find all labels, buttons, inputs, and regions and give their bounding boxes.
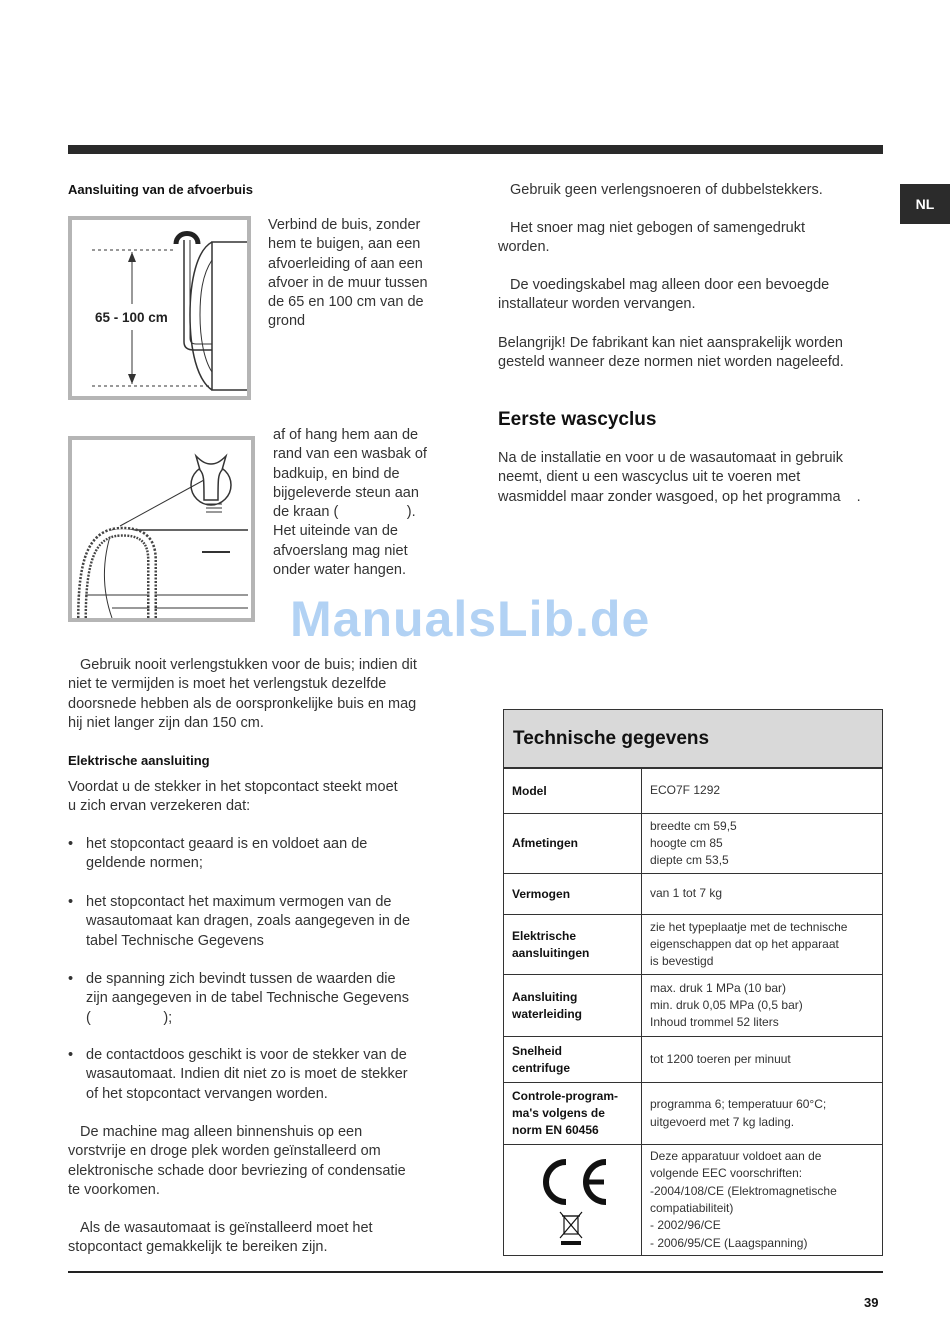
text-line: van 1 tot 7 kg <box>650 886 723 901</box>
text-line: tabel Technische Gegevens <box>86 932 264 949</box>
spec-row <box>504 874 882 915</box>
spec-value <box>642 1037 882 1082</box>
text-line: afvoerslang mag niet <box>273 542 408 559</box>
spec-label <box>504 874 642 914</box>
text-line: Na de installatie en voor u de wasautomaat in gebruik <box>498 450 843 466</box>
text-line: wasautomaat. Indien dit niet zo is moet de stekker <box>86 1066 408 1083</box>
text-line: gesteld wanneer deze normen niet worden nageleefd. <box>498 354 844 371</box>
text-line: ( ); <box>86 1009 173 1026</box>
text-line: ma's volgens de <box>512 1106 605 1120</box>
text-line: rand van een wasbak of <box>273 446 427 463</box>
text-line: compatiabiliteit) <box>650 1201 734 1215</box>
text-line: uitgevoerd met 7 kg lading. <box>650 1114 795 1129</box>
spec-row <box>504 1083 882 1145</box>
bullet-text <box>86 1046 456 1104</box>
text-line: neemt, dient u een wascyclus uit te voeren met <box>498 469 801 486</box>
spec-label <box>504 1083 642 1144</box>
text-line: wasautomaat kan dragen, zoals aangegeven in de <box>86 913 411 930</box>
spec-label <box>504 1145 642 1255</box>
text-line: eigenschappen dat op het apparaat <box>650 936 839 951</box>
text-line: Het snoer mag niet gebogen of samengedrukt <box>510 220 806 236</box>
height-range-label: 65 - 100 cm <box>95 310 168 325</box>
text-line: tot 1200 toeren per minuut <box>650 1051 791 1066</box>
first-cycle-heading: Eerste wascyclus <box>498 409 657 430</box>
text-line: de 65 en 100 cm van de <box>268 294 424 311</box>
spec-row <box>504 814 882 874</box>
text-line: af of hang hem aan de <box>273 427 419 443</box>
bullet-dot: • <box>68 971 74 987</box>
spec-label <box>504 915 642 974</box>
drain-wall-text <box>268 216 458 332</box>
text-line: - 2006/95/CE (Laagspanning) <box>650 1235 808 1250</box>
spec-value <box>642 874 882 914</box>
bullet-text <box>86 893 456 951</box>
text-line: afvoerleiding of aan een <box>268 255 423 272</box>
text-line: stopcontact gemakkelijk te bereiken zijn. <box>68 1239 328 1256</box>
text-line: zie het typeplaatje met de technische <box>650 919 848 934</box>
text-line: diepte cm 53,5 <box>650 853 729 868</box>
text-line: Gebruik nooit verlengstukken voor de buis; indien dit <box>80 657 417 673</box>
text-line: Deze apparatuur voldoet aan de <box>650 1149 822 1164</box>
text-line: de kraan ( ). <box>273 504 416 521</box>
electrical-heading: Elektrische aansluiting <box>68 753 210 768</box>
bullet-dot: • <box>68 836 74 852</box>
text-line: breedte cm 59,5 <box>650 818 737 833</box>
spec-label <box>504 1037 642 1082</box>
text-line: vorstvrije en droge plek worden geïnstalleerd om <box>68 1143 381 1160</box>
spec-table-title: Technische gegevens <box>504 710 882 769</box>
text-line: doorsnede hebben als de oorspronkelijke buis en mag <box>68 695 417 712</box>
weee-bin-icon <box>560 1212 582 1245</box>
text-line: Belangrijk! De fabrikant kan niet aansprakelijk worden <box>498 335 843 351</box>
spec-label <box>504 975 642 1036</box>
spec-value <box>642 814 882 873</box>
text-line: elektronische schade door bevriezing of condensatie <box>68 1162 406 1179</box>
text-line: Inhoud trommel 52 liters <box>650 1015 779 1030</box>
text-line: Afmetingen <box>512 836 578 850</box>
bullet-text <box>86 970 456 1028</box>
text-line: wasmiddel maar zonder wasgoed, op het programma . <box>498 488 861 505</box>
drain-sink-text <box>273 426 463 580</box>
page-number: 39 <box>864 1295 879 1310</box>
text-line: - 2002/96/CE <box>650 1218 721 1233</box>
figure-drain-sink <box>68 436 255 622</box>
drain-wall-illustration <box>72 220 247 396</box>
text-line: geldende normen; <box>86 855 203 872</box>
spec-table <box>503 709 883 1256</box>
ce-mark-icon <box>528 1150 618 1250</box>
cord-bending-note <box>498 219 888 258</box>
watermark: ManualsLib.de <box>290 591 651 647</box>
text-line: Voordat u de stekker in het stopcontact steekt moet <box>68 779 398 795</box>
spec-value <box>642 1083 882 1144</box>
cable-replacement-note <box>498 276 888 315</box>
text-line: De voedingskabel mag alleen door een bevoegde <box>510 277 830 293</box>
text-line: Als de wasautomaat is geïnstalleerd moet het <box>80 1220 373 1236</box>
drain-extension-note <box>68 656 458 733</box>
bullet-dot: • <box>68 1047 74 1063</box>
spec-value <box>642 975 882 1036</box>
language-tab: NL <box>900 184 950 224</box>
spec-label <box>504 814 642 873</box>
text-line: u zich ervan verzekeren dat: <box>68 798 251 815</box>
spec-row <box>504 769 882 814</box>
bullet-dot: • <box>68 894 74 910</box>
text-line: zijn aangegeven in de tabel Technische Gegevens <box>86 990 409 1007</box>
text-line: of het stopcontact vervangen worden. <box>86 1085 328 1102</box>
text-line: hij niet langer zijn dan 150 cm. <box>68 714 264 731</box>
text-line: max. druk 1 MPa (10 bar) <box>650 980 787 995</box>
text-line: centrifuge <box>512 1060 571 1075</box>
text-line: Verbind de buis, zonder <box>268 217 421 233</box>
text-line: waterleiding <box>512 1006 583 1021</box>
text-line: Model <box>512 783 547 798</box>
no-extension-cords-note <box>498 181 888 200</box>
spec-row <box>504 1145 882 1255</box>
text-line: grond <box>268 313 306 330</box>
text-line: hoogte cm 85 <box>650 835 723 850</box>
text-line: Vermogen <box>512 886 571 901</box>
liability-note <box>498 334 888 373</box>
text-line: Aansluiting <box>512 989 578 1004</box>
text-line: niet te vermijden is moet het verlengstuk dezelfde <box>68 676 387 693</box>
text-line: ECO7F 1292 <box>650 783 721 798</box>
text-line: programma 6; temperatuur 60°C; <box>650 1097 827 1112</box>
drain-heading: Aansluiting van de afvoerbuis <box>68 182 253 197</box>
text-line: -2004/108/CE (Elektromagnetische <box>650 1183 837 1198</box>
text-line: het stopcontact geaard is en voldoet aan de <box>86 836 368 852</box>
text-line: Snelheid <box>512 1043 563 1058</box>
figure-drain-wall <box>68 216 251 400</box>
spec-label <box>504 769 642 813</box>
spec-row <box>504 1037 882 1083</box>
spec-row <box>504 915 882 975</box>
text-line: onder water hangen. <box>273 562 407 579</box>
text-line: afvoer in de muur tussen <box>268 274 428 291</box>
text-line: aansluitingen <box>512 945 590 960</box>
electrical-intro <box>68 778 458 817</box>
text-line: Elektrische <box>512 928 577 943</box>
text-line: badkuip, en bind de <box>273 465 400 482</box>
text-line: De machine mag alleen binnenshuis op een <box>80 1124 363 1140</box>
bullet-text <box>86 835 456 874</box>
text-line: volgende EEC voorschriften: <box>650 1166 803 1181</box>
socket-access-note <box>68 1219 458 1258</box>
indoor-install-note <box>68 1123 458 1200</box>
text-line: hem te buigen, aan een <box>268 236 421 253</box>
text-line: te voorkomen. <box>68 1181 160 1198</box>
text-line: het stopcontact het maximum vermogen van de <box>86 894 392 910</box>
drain-sink-illustration <box>72 440 251 618</box>
spec-value <box>642 769 882 813</box>
spec-value <box>642 915 882 974</box>
spec-value <box>642 1145 882 1255</box>
text-line: de contactdoos geschikt is voor de stekker van de <box>86 1047 407 1063</box>
text-line: is bevestigd <box>650 954 714 969</box>
text-line: de spanning zich bevindt tussen de waarden die <box>86 971 396 987</box>
text-line: Controle-program- <box>512 1089 618 1103</box>
top-rule <box>68 145 883 154</box>
spec-row <box>504 975 882 1037</box>
text-line: installateur worden vervangen. <box>498 296 696 313</box>
text-line: min. druk 0,05 MPa (0,5 bar) <box>650 997 803 1012</box>
text-line: bijgeleverde steun aan <box>273 484 419 501</box>
text-line: worden. <box>498 239 550 256</box>
text-line: Gebruik geen verlengsnoeren of dubbelstekkers. <box>510 182 823 198</box>
bottom-rule <box>68 1271 883 1273</box>
text-line: Het uiteinde van de <box>273 523 398 540</box>
first-cycle-text <box>498 449 888 507</box>
text-line: norm EN 60456 <box>512 1123 599 1137</box>
